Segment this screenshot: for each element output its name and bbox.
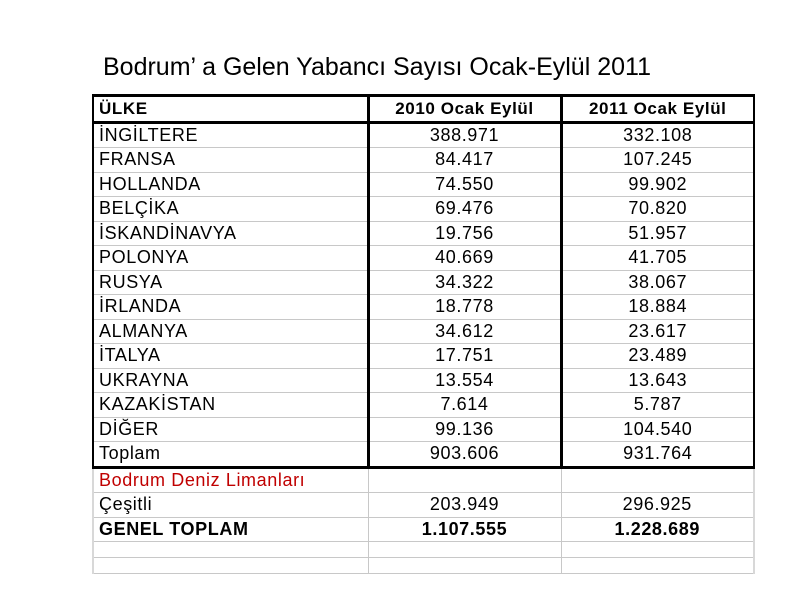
cesitli-label: Çeşitli [93, 493, 368, 518]
country-cell: KAZAKİSTAN [93, 393, 368, 418]
total-2010: 903.606 [368, 442, 561, 468]
table-row [93, 172, 754, 197]
value-2010-cell: 18.778 [368, 295, 561, 320]
header-2011: 2011 Ocak Eylül [561, 96, 754, 123]
table-header-row [93, 96, 754, 123]
value-2010-cell: 17.751 [368, 344, 561, 369]
table-row [93, 393, 754, 418]
value-2010-cell: 7.614 [368, 393, 561, 418]
empty-cell [368, 542, 561, 558]
grand-total-row [93, 517, 754, 542]
table-row [93, 319, 754, 344]
cesitli-2010: 203.949 [368, 493, 561, 518]
visitor-table [92, 94, 755, 574]
grand-total-label: GENEL TOPLAM [93, 517, 368, 542]
value-2011-cell: 99.902 [561, 172, 754, 197]
table-row [93, 417, 754, 442]
empty-cell [561, 467, 754, 493]
value-2011-cell: 332.108 [561, 122, 754, 148]
empty-cell [93, 542, 368, 558]
empty-row [93, 542, 754, 558]
table-row [93, 270, 754, 295]
value-2011-cell: 23.617 [561, 319, 754, 344]
value-2011-cell: 104.540 [561, 417, 754, 442]
country-cell: ALMANYA [93, 319, 368, 344]
total-label: Toplam [93, 442, 368, 468]
empty-cell [561, 542, 754, 558]
empty-cell [93, 558, 368, 574]
cesitli-row [93, 493, 754, 518]
table-row [93, 246, 754, 271]
country-cell: FRANSA [93, 148, 368, 173]
section-row [93, 467, 754, 493]
country-cell: BELÇİKA [93, 197, 368, 222]
country-cell: İNGİLTERE [93, 122, 368, 148]
table-row [93, 295, 754, 320]
table-row [93, 344, 754, 369]
value-2010-cell: 13.554 [368, 368, 561, 393]
table-row [93, 122, 754, 148]
grand-total-2011: 1.228.689 [561, 517, 754, 542]
value-2011-cell: 18.884 [561, 295, 754, 320]
section-label: Bodrum Deniz Limanları [93, 467, 368, 493]
country-cell: RUSYA [93, 270, 368, 295]
value-2011-cell: 38.067 [561, 270, 754, 295]
value-2010-cell: 19.756 [368, 221, 561, 246]
value-2010-cell: 74.550 [368, 172, 561, 197]
table-row [93, 197, 754, 222]
value-2010-cell: 69.476 [368, 197, 561, 222]
grand-total-2010: 1.107.555 [368, 517, 561, 542]
empty-row [93, 558, 754, 574]
value-2010-cell: 84.417 [368, 148, 561, 173]
value-2010-cell: 34.322 [368, 270, 561, 295]
value-2011-cell: 5.787 [561, 393, 754, 418]
value-2010-cell: 40.669 [368, 246, 561, 271]
value-2011-cell: 23.489 [561, 344, 754, 369]
country-cell: POLONYA [93, 246, 368, 271]
value-2011-cell: 41.705 [561, 246, 754, 271]
cesitli-2011: 296.925 [561, 493, 754, 518]
value-2011-cell: 13.643 [561, 368, 754, 393]
country-cell: UKRAYNA [93, 368, 368, 393]
value-2011-cell: 107.245 [561, 148, 754, 173]
table-row [93, 368, 754, 393]
empty-cell [561, 558, 754, 574]
country-cell: HOLLANDA [93, 172, 368, 197]
header-country: ÜLKE [93, 96, 368, 123]
value-2010-cell: 34.612 [368, 319, 561, 344]
value-2011-cell: 70.820 [561, 197, 754, 222]
table-row [93, 221, 754, 246]
value-2010-cell: 99.136 [368, 417, 561, 442]
empty-cell [368, 467, 561, 493]
empty-cell [368, 558, 561, 574]
header-2010: 2010 Ocak Eylül [368, 96, 561, 123]
country-cell: İRLANDA [93, 295, 368, 320]
country-cell: DİĞER [93, 417, 368, 442]
country-cell: İSKANDİNAVYA [93, 221, 368, 246]
total-2011: 931.764 [561, 442, 754, 468]
country-cell: İTALYA [93, 344, 368, 369]
value-2010-cell: 388.971 [368, 122, 561, 148]
value-2011-cell: 51.957 [561, 221, 754, 246]
total-row [93, 442, 754, 468]
page-title: Bodrum’ a Gelen Yabancı Sayısı Ocak-Eylül 2011 [103, 53, 651, 81]
table-row [93, 148, 754, 173]
